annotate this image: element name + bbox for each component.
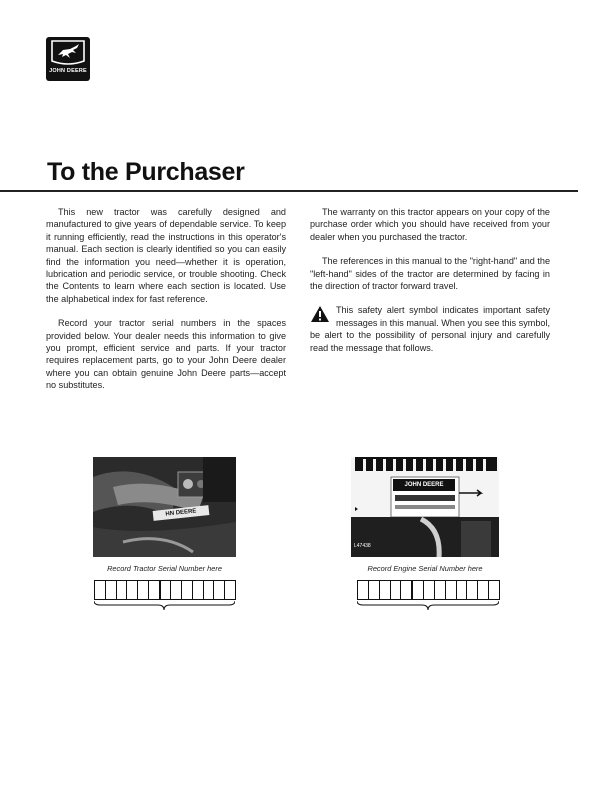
tractor-photo-graphic: [93, 457, 236, 557]
engine-image-code: L47438: [354, 543, 371, 549]
tractor-box-bracket: [94, 601, 235, 611]
logo-brand-text: JOHN DEERE: [49, 68, 87, 74]
leaping-deer-logo-icon: [46, 37, 90, 69]
tractor-serial-photo: [93, 457, 236, 557]
engine-box-bracket: [357, 601, 499, 611]
engine-serial-plate: JOHN DEERE: [393, 479, 455, 491]
warranty-paragraph: The warranty on this tractor appears on your copy of the purchase order which you should have received from your dealer when you purchased the tractor.: [310, 207, 550, 242]
intro-paragraph: This new tractor was carefully designed and manufactured to give years of dependable service. To keep it running efficiently, read the instructions in this operator's manual. Each section is clearly identified so you can easily find the information you need—whether it is operation, lubrication and periodic service, or trouble shooting. Check the Contents to learn where each section is located. Use the alphabetical index for fast reference.: [46, 207, 286, 304]
left-column: [46, 206, 286, 404]
john-deere-logo: [46, 37, 90, 81]
warning-triangle-icon: [310, 305, 330, 323]
engine-serial-photo: [351, 457, 499, 557]
engine-photo-graphic: [351, 457, 499, 557]
safety-alert-text: This safety alert symbol indicates important safety messages in this manual. When you see this symbol, be alert to the possibility of personal injury and carefully read the message that follows.: [310, 305, 550, 353]
right-column: [310, 206, 550, 366]
hand-references-paragraph: The references in this manual to the "right-hand" and the "left-hand" sides of the tractor are determined by facing in the direction of tractor forward travel.: [310, 256, 550, 292]
engine-serial-number-box[interactable]: [357, 580, 500, 600]
tractor-serial-number-box[interactable]: [94, 580, 236, 600]
page-title: To the Purchaser: [47, 158, 245, 186]
title-rule: [0, 190, 578, 192]
engine-serial-caption: Record Engine Serial Number here: [367, 564, 483, 573]
tractor-serial-caption: Record Tractor Serial Number here: [107, 564, 222, 573]
tractor-serial-plate: HN DEERE: [153, 505, 210, 521]
serial-numbers-paragraph: Record your tractor serial numbers in the spaces provided below. Your dealer needs this information to give you prompt, efficient service and parts. If your tractor requires replacement parts, go to your John Deere dealer where you can obtain genuine John Deere parts—accept no substitutes.: [46, 318, 286, 391]
safety-alert-paragraph: [310, 304, 550, 354]
